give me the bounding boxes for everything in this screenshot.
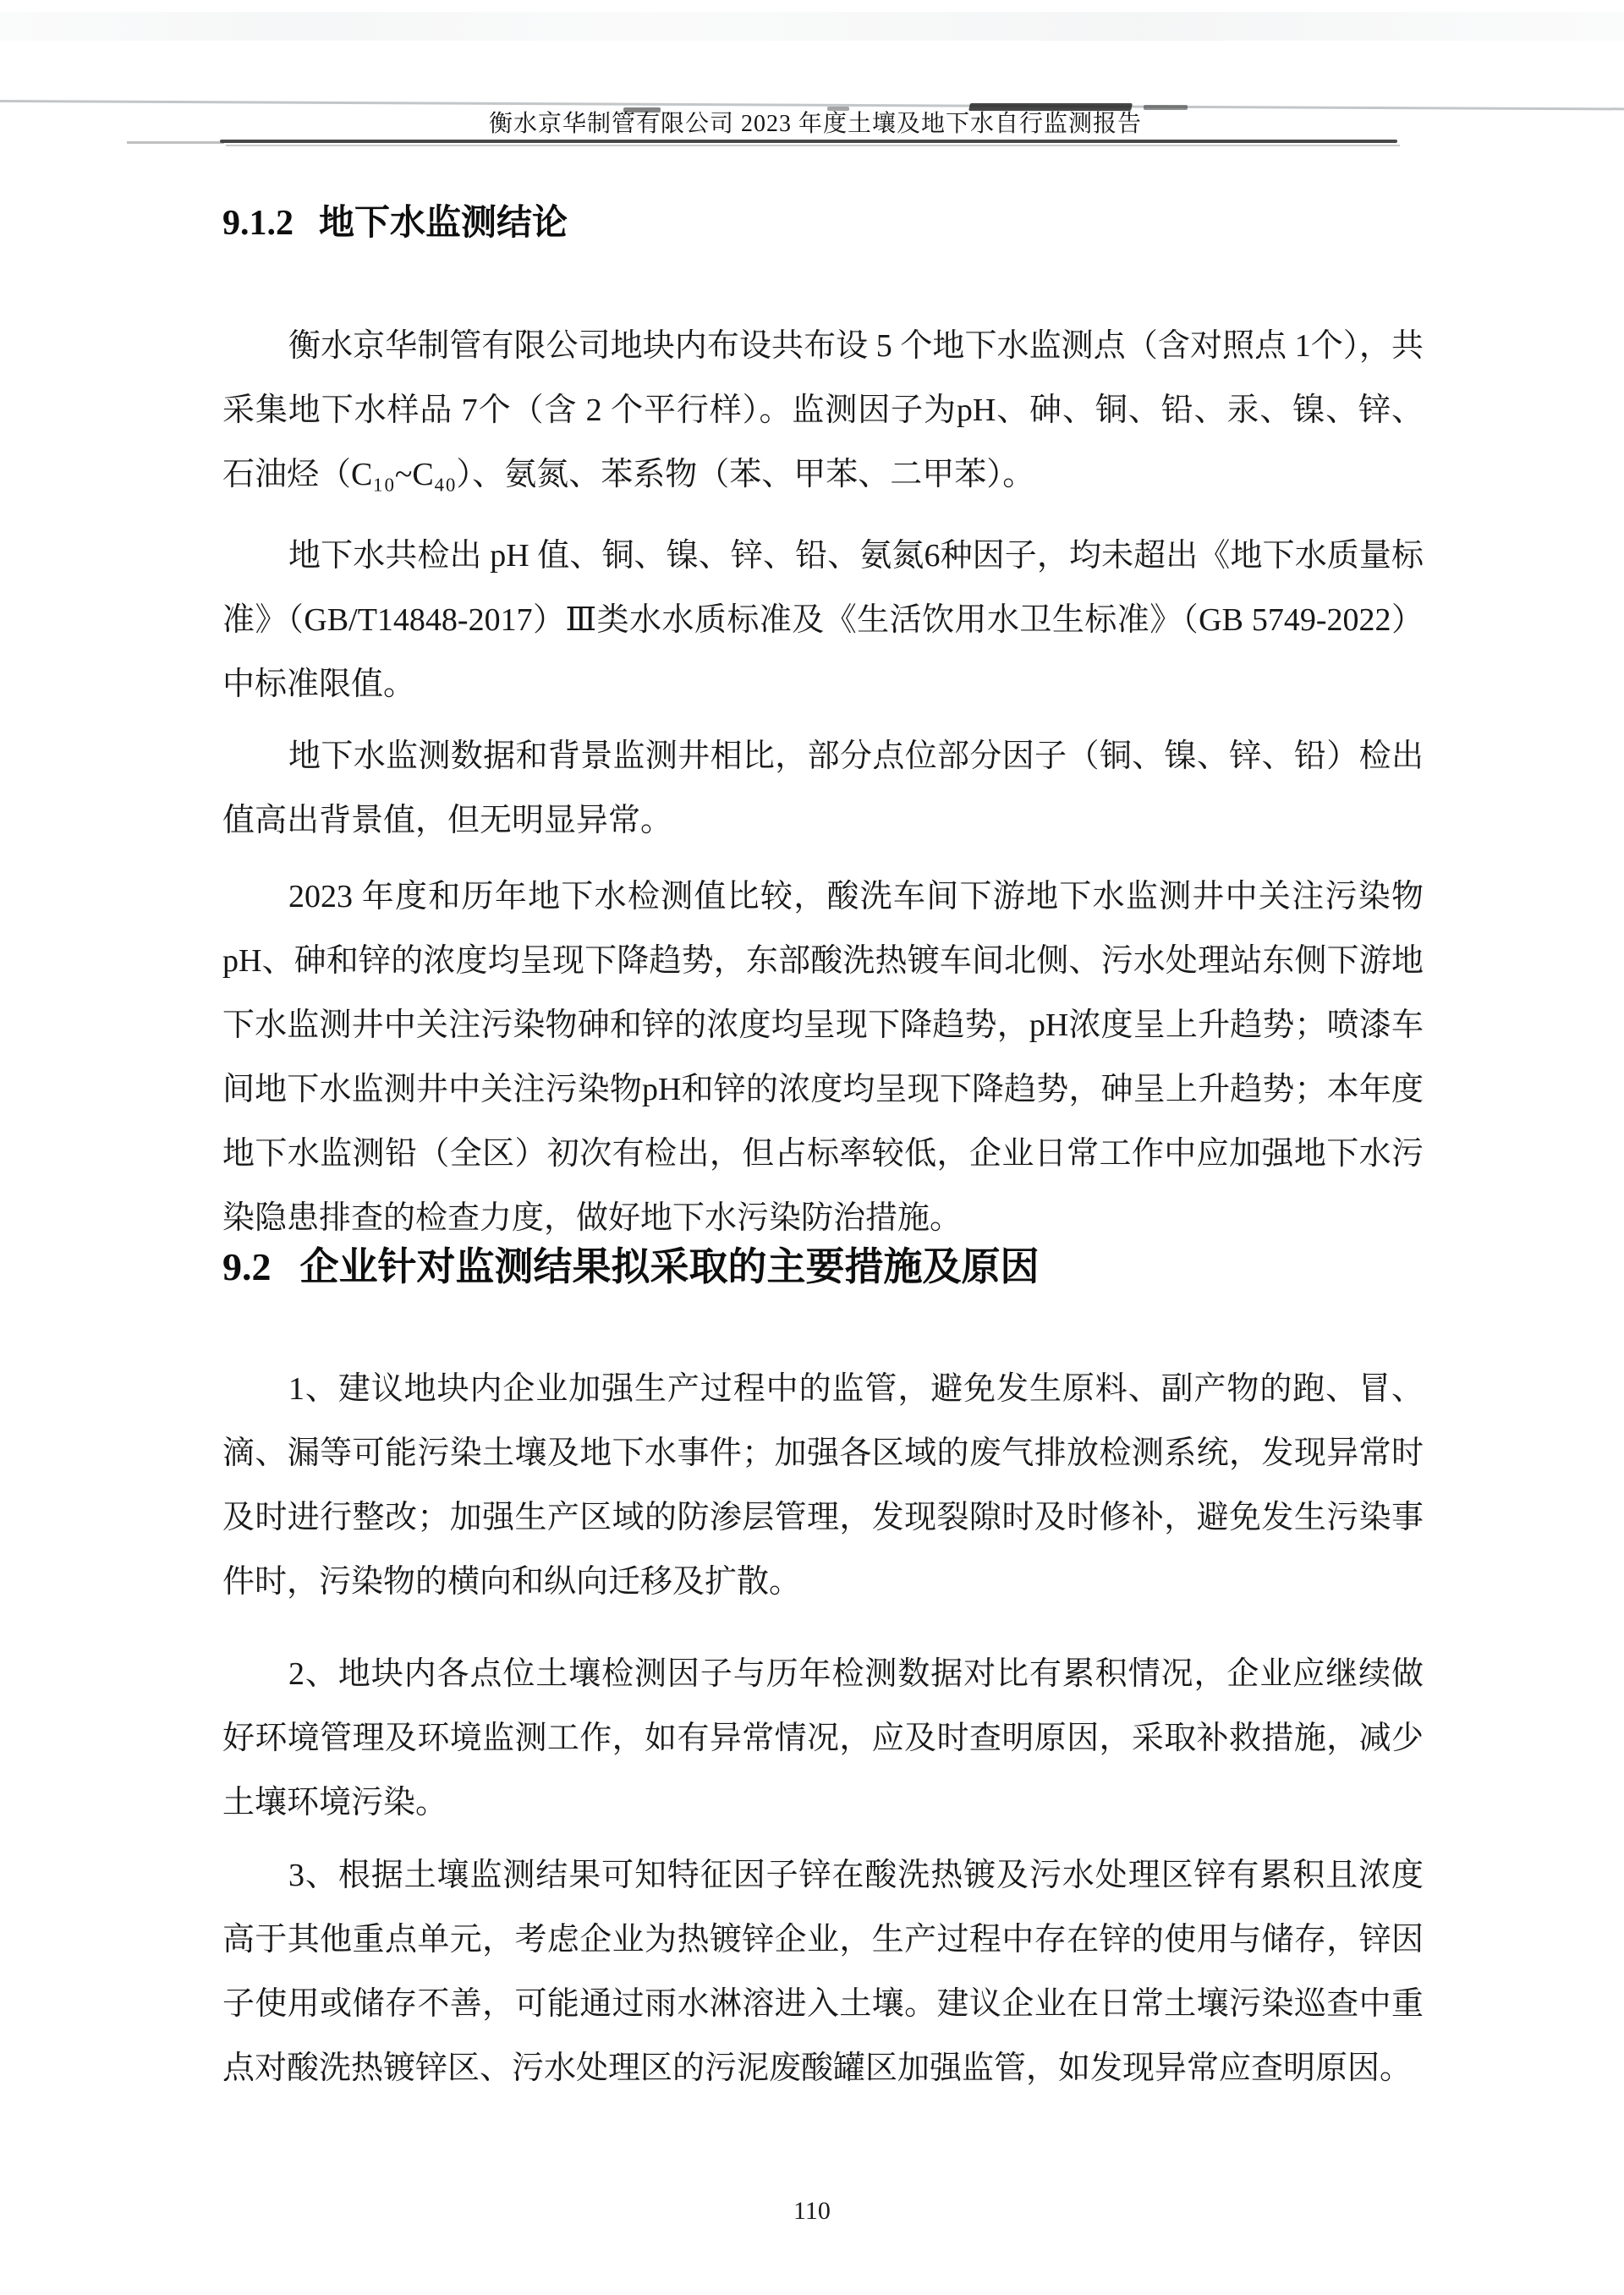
header-rule-shadow [226, 145, 1400, 146]
section-title: 地下水监测结论 [319, 204, 568, 243]
paragraph-historical-trends: 2023 年度和历年地下水检测值比较，酸洗车间下游地下水监测井中关注污染物 pH、砷和锌的浓度均呈现下降趋势，东部酸洗热镀车间北侧、污水处理站东侧下游地下水监测井中关注污染物砷和锌的浓度均呈现下降趋势，pH浓度呈上升趋势；喷漆车间地下水监测井中关注污染物pH和锌的浓度均呈现下降趋势，砷呈上升趋势；本年度地下水监测铅（全区）初次有检出，但占标率较低，企业日常工作中应加强地下水污染隐患排查的检查力度，做好地下水污染防治措施。 [222, 879, 1424, 1236]
running-header-title: 衡水京华制管有限公司 2023 年度土壤及地下水自行监测报告 [488, 111, 1142, 137]
paragraph-groundwater-detected-factors: 地下水共检出 pH 值、铜、镍、锌、铅、氨氮6种因子，均未超出《地下水质量标准》（GB/T14848-2017）Ⅲ类水水质标准及《生活饮用水卫生标准》（GB 5749-2022）中标准限值。 [222, 538, 1424, 702]
paragraph-measure-3: 3、根据土壤监测结果可知特征因子锌在酸洗热镀及污水处理区锌有累积且浓度高于其他重点单元，考虑企业为热镀锌企业，生产过程中存在锌的使用与储存，锌因子使用或储存不善，可能通过雨水淋溶进入土壤。建议企业在日常土壤污染巡查中重点对酸洗热镀锌区、污水处理区的污泥废酸罐区加强监管，如发现异常应查明原因。 [222, 1858, 1424, 2086]
section-title: 企业针对监测结果拟采取的主要措施及原因 [299, 1245, 1040, 1288]
paragraph-groundwater-overview: 衡水京华制管有限公司地块内布设共布设 5 个地下水监测点（含对照点 1个），共采集地下水样品 7个（含 2 个平行样）。监测因子为pH、砷、铜、铅、汞、镍、锌、石油烃（C₁₀~C₄₀）、氨氮、苯系物（苯、甲苯、二甲苯）。 [222, 328, 1424, 492]
scan-noise-band [0, 12, 1624, 41]
header-rule-lead [127, 141, 224, 144]
paragraph-measure-2: 2、地块内各点位土壤检测因子与历年检测数据对比有累积情况，企业应继续做好环境管理及环境监测工作，如有异常情况，应及时查明原因，采取补救措施，减少土壤环境污染。 [222, 1656, 1424, 1820]
scan-fold-line [0, 100, 1624, 110]
paragraph-background-comparison: 地下水监测数据和背景监测井相比，部分点位部分因子（铜、镍、锌、铅）检出值高出背景值，但无明显异常。 [222, 738, 1424, 838]
header-rule [220, 140, 1397, 143]
paragraph-measure-1: 1、建议地块内企业加强生产过程中的监管，避免发生原料、副产物的跑、冒、滴、漏等可能污染土壤及地下水事件；加强各区域的废气排放检测系统，发现异常时及时进行整改；加强生产区域的防渗层管理，发现裂隙时及时修补，避免发生污染事件时，污染物的横向和纵向迁移及扩散。 [222, 1371, 1424, 1600]
section-number: 9.1.2 [222, 204, 294, 243]
page-number: 110 [793, 2197, 831, 2225]
section-heading-9-2 [222, 1245, 1424, 1289]
section-heading-9-1-2 [222, 203, 1424, 244]
section-number: 9.2 [222, 1245, 272, 1288]
